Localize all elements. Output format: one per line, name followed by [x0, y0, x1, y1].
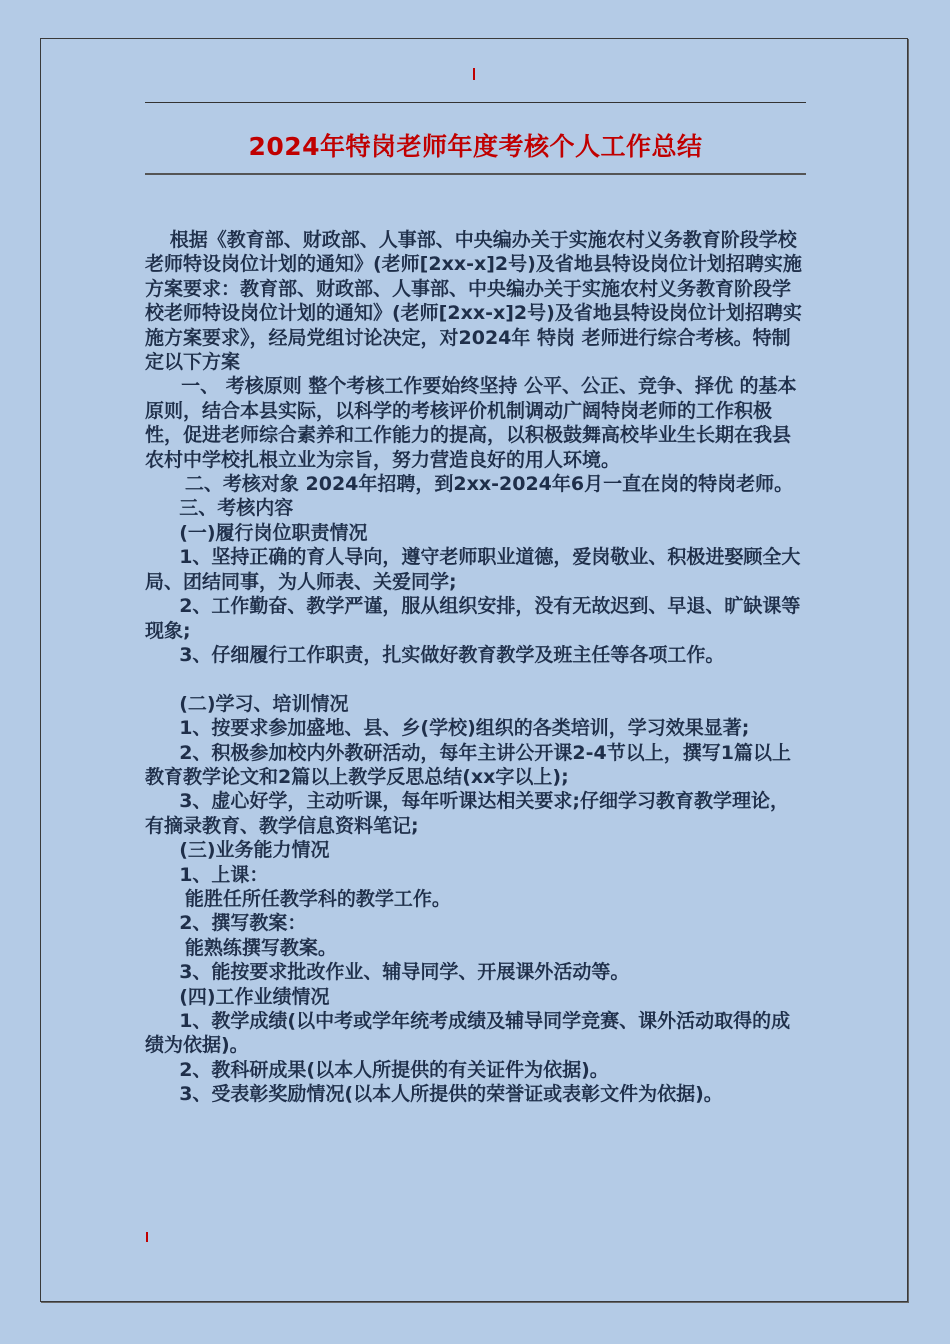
body-paragraph: 2、撰写教案： — [179, 912, 307, 935]
body-paragraph: (二)学习、培训情况 — [179, 692, 349, 715]
title-rule — [145, 173, 806, 175]
body-paragraph: 3、虚心好学，主动听课，每年听课达相关要求;仔细学习教育教学理论，有摘录教育、教学信息资料笔记; — [145, 790, 790, 837]
body-paragraph: 2、工作勤奋、教学严谨，服从组织安排，没有无故迟到、早退、旷缺课等现象; — [145, 595, 801, 642]
body-paragraph: 3、受表彰奖励情况(以本人所提供的荣誉证或表彰文件为依据)。 — [179, 1083, 723, 1106]
body-paragraph: 3、仔细履行工作职责，扎实做好教育教学及班主任等各项工作。 — [179, 643, 725, 666]
body-paragraph: 1、坚持正确的育人导向，遵守老师职业道德，爱岗敬业、积极进娶顾全大局、团结同事，为人师表、关爱同学; — [145, 546, 801, 593]
document-body — [145, 228, 806, 1107]
body-paragraph: 三、考核内容 — [179, 497, 294, 520]
body-paragraph: 2、积极参加校内外教研活动，每年主讲公开课2-4节以上，撰写1篇以上教育教学论文和2篇以上教学反思总结(xx字以上); — [145, 741, 791, 788]
body-paragraph — [145, 667, 806, 691]
body-paragraph: 3、能按要求批改作业、辅导同学、开展课外活动等。 — [179, 961, 630, 984]
body-paragraph: 能胜任所任教学科的教学工作。 — [184, 887, 451, 910]
header-rule — [145, 102, 806, 103]
body-paragraph: 1、上课： — [179, 863, 269, 886]
body-paragraph: 2、教科研成果(以本人所提供的有关证件为依据)。 — [179, 1058, 609, 1081]
body-paragraph: (三)业务能力情况 — [179, 839, 330, 862]
body-paragraph: 二、考核对象 2024年招聘，到2xx-2024年6月一直在岗的特岗老师。 — [184, 473, 794, 496]
body-paragraph: (四)工作业绩情况 — [179, 985, 330, 1008]
footer-mark — [146, 1232, 148, 1242]
body-paragraph: 能熟练撰写教案。 — [184, 936, 337, 959]
body-paragraph: 根据《教育部、财政部、人事部、中央编办关于实施农村义务教育阶段学校老师特设岗位计划的通知》(老师[2xx-x]2号)及省地县特设岗位计划招聘实施方案要求：教育部、财政部、人事部、中央编办关于实施农村义务教育阶段学校老师特设岗位计划的通知》(老师[2xx-x]2号)及省地县特设岗位计划招聘实施方案要求》，经局党组讨论决定，对2024年 特岗 老师进行综合考核。特制定以下方案 — [145, 229, 802, 374]
document-title: 2024年特岗老师年度考核个人工作总结 — [248, 132, 703, 161]
header-mark — [473, 68, 475, 80]
body-paragraph: 1、按要求参加盛地、县、乡(学校)组织的各类培训，学习效果显著; — [179, 717, 750, 740]
body-paragraph: 一、 考核原则 整个考核工作要始终坚持 公平、公正、竞争、择优 的基本原则，结合本县实际，以科学的考核评价机制调动广阔特岗老师的工作积极性，促进老师综合素养和工作能力的提高，以积极鼓舞高校毕业生长期在我县农村中学校扎根立业为宗旨，努力营造良好的用人环境。 — [145, 375, 797, 471]
body-paragraph: 1、教学成绩(以中考或学年统考成绩及辅导同学竞赛、课外活动取得的成绩为依据)。 — [145, 1009, 791, 1057]
body-paragraph: (一)履行岗位职责情况 — [179, 521, 368, 544]
